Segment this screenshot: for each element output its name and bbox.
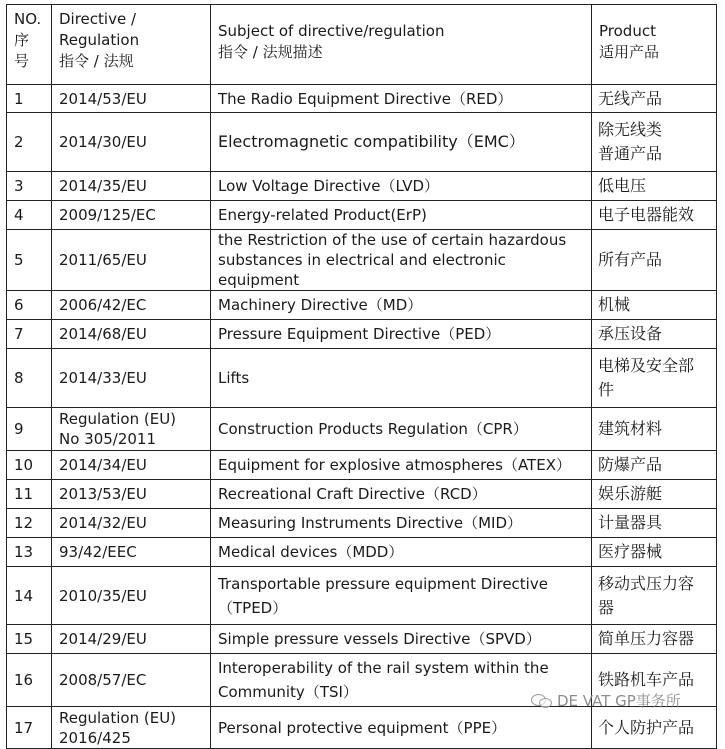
row-no: 7 [7, 320, 52, 349]
header-no-en: NO. [14, 10, 42, 28]
row-subject-line-2: （TPED） [218, 598, 288, 617]
row-subject: Construction Products Regulation（CPR） [211, 408, 592, 451]
row-product-line-2: 普通产品 [598, 144, 663, 163]
row-subject: Personal protective equipment（PPE） [211, 707, 592, 749]
header-no-zh-1: 序 [14, 31, 30, 49]
row-product: 建筑材料 [592, 408, 717, 451]
table-row [7, 113, 717, 172]
table-row [7, 509, 717, 538]
table-row [7, 408, 717, 451]
row-directive: 2014/68/EU [52, 320, 211, 349]
row-subject-line-1: Transportable pressure equipment Directive [218, 574, 548, 593]
row-product-line-1: 移动式压力容 [598, 573, 695, 593]
row-product: 个人防护产品 [592, 707, 717, 749]
row-product: 简单压力容器 [592, 625, 717, 654]
table-row [7, 625, 717, 654]
row-subject: Machinery Directive（MD） [211, 291, 592, 320]
wechat-icon [531, 692, 553, 708]
row-no: 1 [7, 85, 52, 113]
row-product [592, 349, 717, 408]
row-no: 17 [7, 707, 52, 749]
row-subject: Pressure Equipment Directive（PED） [211, 320, 592, 349]
row-product: 无线产品 [592, 85, 717, 113]
row-directive: 2006/42/EC [52, 291, 211, 320]
row-directive: 2014/53/EU [52, 85, 211, 113]
header-directive [52, 5, 211, 85]
row-no: 6 [7, 291, 52, 320]
row-subject: Recreational Craft Directive（RCD） [211, 480, 592, 509]
row-directive: 2014/32/EU [52, 509, 211, 538]
header-directive-zh: 指令 / 法规 [59, 52, 134, 70]
header-product-zh: 适用产品 [599, 43, 660, 61]
header-subject [211, 5, 592, 85]
row-directive: 2014/35/EU [52, 172, 211, 201]
row-product: 机械 [592, 291, 717, 320]
row-product: 所有产品 [592, 230, 717, 291]
header-no-zh-2: 号 [14, 52, 30, 70]
watermark-text: DE VAT GP事务所 [557, 692, 681, 710]
header-row [7, 5, 717, 85]
row-directive-line-1: Regulation (EU) [59, 708, 177, 727]
row-subject: Medical devices（MDD） [211, 538, 592, 567]
row-directive-line-1: Regulation (EU) [59, 410, 177, 428]
table-row [7, 320, 717, 349]
row-directive: 2009/125/EC [52, 201, 211, 230]
row-no: 5 [7, 230, 52, 291]
row-subject-line-2: Community（TSI） [218, 683, 358, 701]
row-product-line-1: 除无线类 [598, 120, 663, 139]
table-row [7, 349, 717, 408]
header-subject-zh: 指令 / 法规描述 [218, 43, 323, 61]
directive-table [6, 4, 717, 749]
row-product: 计量器具 [592, 509, 717, 538]
row-product: 低电压 [592, 172, 717, 201]
table-row [7, 567, 717, 625]
row-no: 3 [7, 172, 52, 201]
row-product: 电子电器能效 [592, 201, 717, 230]
row-product: 铁路机车产品 [592, 654, 717, 707]
row-directive: 2014/29/EU [52, 625, 211, 654]
row-subject: Low Voltage Directive（LVD） [211, 172, 592, 201]
header-directive-en-1: Directive / [59, 10, 137, 28]
table-row [7, 480, 717, 509]
row-directive-line-2: 2016/425 [59, 728, 131, 747]
table-row [7, 291, 717, 320]
row-subject [211, 230, 592, 291]
row-subject: Lifts [211, 349, 592, 408]
row-directive: 2014/30/EU [52, 113, 211, 172]
row-product-line-2: 器 [598, 597, 615, 617]
row-product [592, 567, 717, 625]
row-subject [211, 567, 592, 625]
row-product: 医疗器械 [592, 538, 717, 567]
row-subject-line-1: Interoperability of the rail system within the [218, 659, 549, 677]
row-directive: 93/42/EEC [52, 538, 211, 567]
row-directive [52, 707, 211, 749]
row-product: 娱乐游艇 [592, 480, 717, 509]
row-product: 承压设备 [592, 320, 717, 349]
row-subject: Equipment for explosive atmospheres（ATEX） [211, 451, 592, 480]
row-no: 13 [7, 538, 52, 567]
header-directive-en-2: Regulation [59, 31, 140, 49]
table-row [7, 707, 717, 749]
table-row [7, 85, 717, 113]
row-directive: 2014/33/EU [52, 349, 211, 408]
table-row [7, 451, 717, 480]
header-no [7, 5, 52, 85]
row-product-line-1: 电梯及安全部 [598, 356, 695, 375]
row-product: 防爆产品 [592, 451, 717, 480]
row-no: 12 [7, 509, 52, 538]
header-product [592, 5, 717, 85]
row-subject: Simple pressure vessels Directive（SPVD） [211, 625, 592, 654]
header-product-en: Product [599, 22, 656, 40]
row-no: 14 [7, 567, 52, 625]
header-subject-en: Subject of directive/regulation [218, 22, 445, 40]
row-no: 11 [7, 480, 52, 509]
row-no: 2 [7, 113, 52, 172]
row-directive-line-2: No 305/2011 [59, 430, 157, 448]
row-subject: Energy-related Product(ErP) [211, 201, 592, 230]
row-product-line-2: 件 [598, 380, 615, 399]
row-subject: Electromagnetic compatibility（EMC） [211, 113, 592, 172]
row-directive [52, 408, 211, 451]
row-no: 15 [7, 625, 52, 654]
row-no: 10 [7, 451, 52, 480]
watermark [531, 690, 681, 711]
row-product [592, 113, 717, 172]
row-directive: 2013/53/EU [52, 480, 211, 509]
row-no: 9 [7, 408, 52, 451]
row-directive: 2014/34/EU [52, 451, 211, 480]
table-row [7, 201, 717, 230]
row-directive: 2010/35/EU [52, 567, 211, 625]
row-no: 4 [7, 201, 52, 230]
row-no: 16 [7, 654, 52, 707]
table-row [7, 172, 717, 201]
row-subject: Measuring Instruments Directive（MID） [211, 509, 592, 538]
row-subject: The Radio Equipment Directive（RED） [211, 85, 592, 113]
table-row [7, 538, 717, 567]
row-directive: 2011/65/EU [52, 230, 211, 291]
row-subject-line-2: substances in electrical and electronic equipment [218, 251, 506, 289]
table-row [7, 230, 717, 291]
row-subject-line-1: the Restriction of the use of certain hazardous [218, 231, 567, 249]
row-directive: 2008/57/EC [52, 654, 211, 707]
row-no: 8 [7, 349, 52, 408]
